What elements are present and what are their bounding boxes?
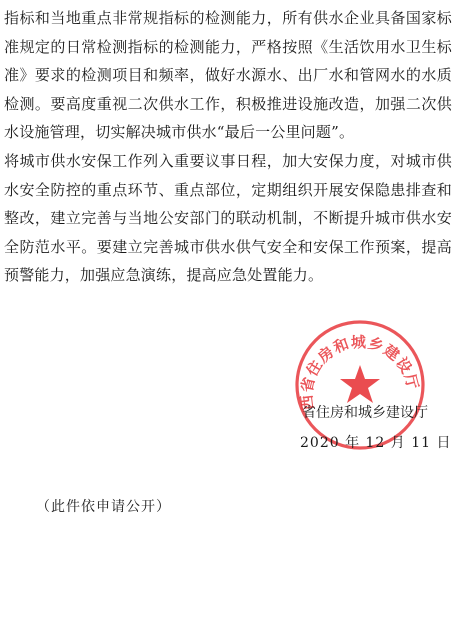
seal-text: 西省住房和城乡建设厅 — [297, 333, 423, 411]
signature-date: 2020 年 12 月 11 日 — [300, 435, 452, 451]
seal-star — [340, 365, 380, 403]
disclosure-note: （此件依申请公开） — [36, 499, 171, 515]
signature-organization: 省住房和城乡建设厅 — [302, 405, 428, 421]
paragraph-1: 指标和当地重点非常规指标的检测能力，所有供水企业具备国家标准规定的日常检测指标的检测能力，严格按照《生活饮用水卫生标准》要求的检测项目和频率，做好水源水、出厂水和管网水的水质检测。要高度重视二次供水工作，积极推进设施改造，加强二次供水设施管理，切实解决城市供水“最后一公里问题”。 — [4, 9, 452, 142]
paragraph-2: 将城市供水安保工作列入重要议事日程，加大安保力度，对城市供水安全防控的重点环节、重点部位，定期组织开展安保隐患排查和整改，建立完善与当地公安部门的联动机制，不断提升城市供水安全防范水平。要建立完善城市供水供气安全和安保工作预案，提高预警能力，加强应急演练，提高应急处置能力。 — [4, 151, 452, 285]
body-text — [4, 4, 452, 290]
